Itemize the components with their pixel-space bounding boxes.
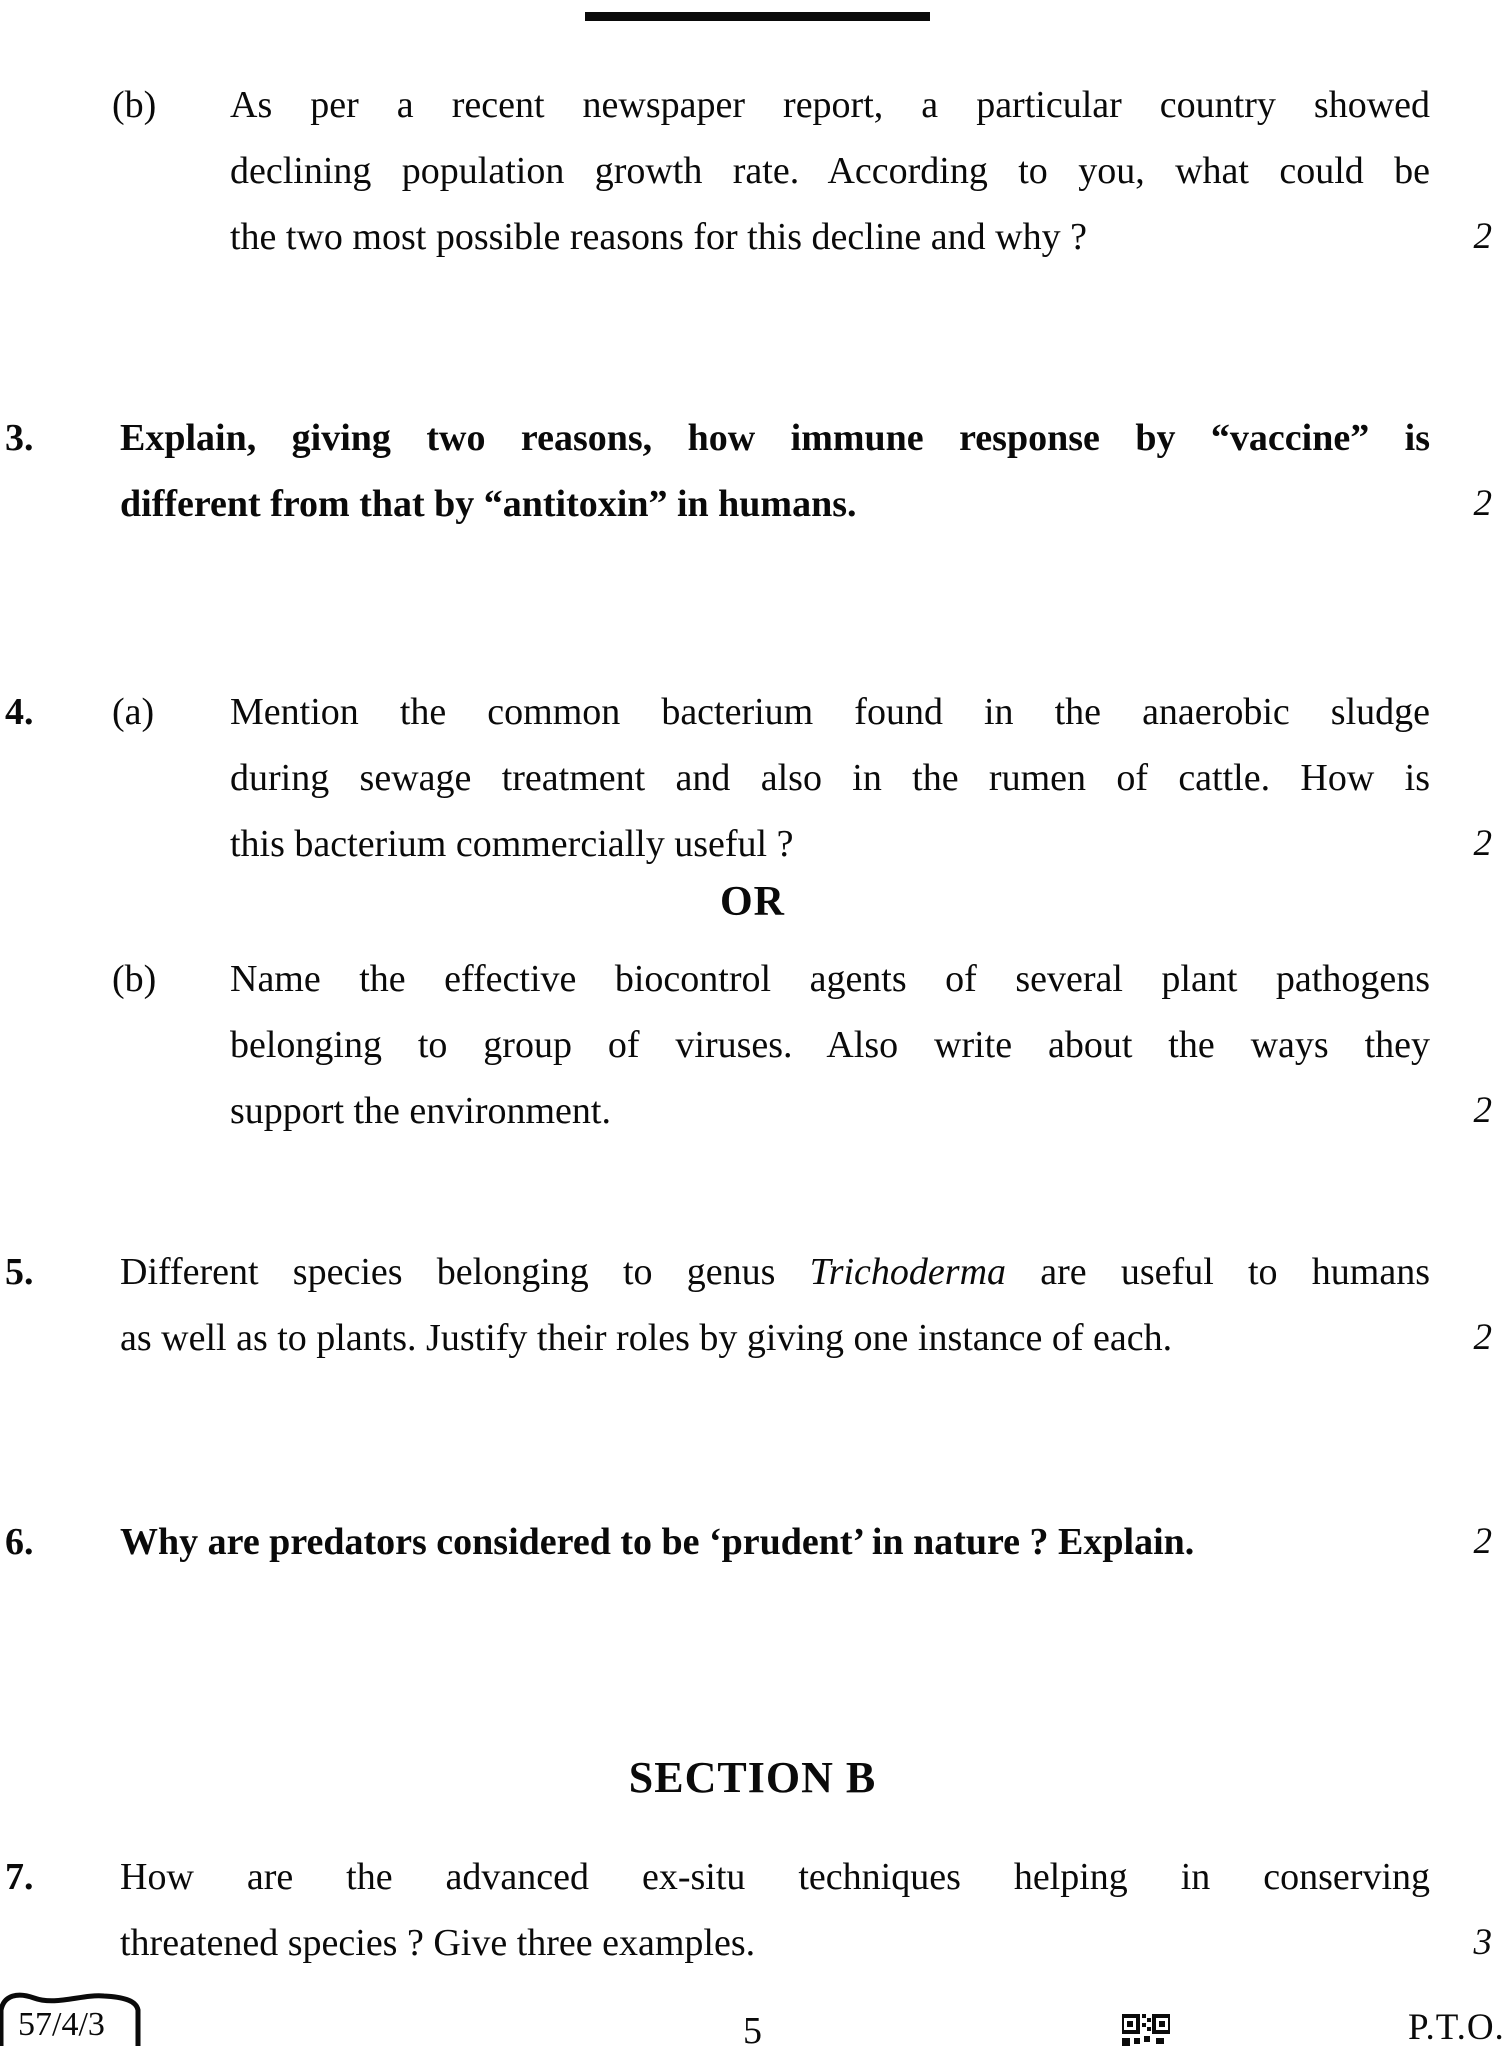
question-6-marks: 2 bbox=[1473, 1521, 1492, 1562]
question-3-line-1: Explain, giving two reasons, how immune response by “vaccine” is bbox=[120, 417, 1430, 459]
question-4-number: 4. bbox=[5, 691, 34, 733]
question-4b-label: (b) bbox=[112, 958, 157, 1000]
question-4a-line-2: during sewage treatment and also in the rumen of cattle. How is bbox=[230, 757, 1430, 799]
question-2b bbox=[0, 72, 1500, 270]
question-2b-marks: 2 bbox=[1473, 216, 1492, 257]
separator-bar bbox=[585, 12, 930, 21]
question-4b-line-1: Name the effective biocontrol agents of several plant pathogens bbox=[230, 958, 1430, 1000]
question-7-line-1: How are the advanced ex-situ techniques helping in conserving bbox=[120, 1856, 1430, 1898]
question-6-number: 6. bbox=[5, 1521, 34, 1563]
question-5-genus-italic: Trichoderma bbox=[809, 1251, 1007, 1293]
question-2b-label: (b) bbox=[112, 84, 157, 126]
question-7-number: 7. bbox=[5, 1856, 34, 1898]
question-7-line-2: threatened species ? Give three examples. bbox=[120, 1922, 756, 1964]
question-4a-line-1: Mention the common bacterium found in the anaerobic sludge bbox=[230, 691, 1430, 733]
question-5-number: 5. bbox=[5, 1251, 34, 1293]
question-5-marks: 2 bbox=[1473, 1317, 1492, 1358]
question-4a-marks: 2 bbox=[1473, 823, 1492, 864]
question-3-marks: 2 bbox=[1473, 483, 1492, 524]
or-divider: OR bbox=[720, 879, 785, 925]
page-number: 5 bbox=[743, 2010, 762, 2052]
question-5 bbox=[0, 1239, 1500, 1371]
question-2b-line-1: As per a recent newspaper report, a particular country showed bbox=[230, 84, 1430, 126]
question-2b-line-3: the two most possible reasons for this decline and why ? bbox=[230, 216, 1087, 258]
question-5-line-1 bbox=[120, 1239, 1430, 1305]
question-7-marks: 3 bbox=[1473, 1922, 1492, 1963]
question-4a bbox=[0, 679, 1500, 877]
question-4a-line-3: this bacterium commercially useful ? bbox=[230, 823, 794, 865]
paper-code: 57/4/3 bbox=[18, 2006, 105, 2043]
pto-label: P.T.O. bbox=[1408, 2007, 1505, 2048]
question-4b-line-3: support the environment. bbox=[230, 1090, 611, 1132]
qr-code-icon bbox=[1122, 2014, 1170, 2054]
question-5-line-1-pre: Different species belonging to genus bbox=[120, 1251, 810, 1293]
question-5-line-1-post: are useful to humans bbox=[1006, 1251, 1430, 1293]
section-b-heading: SECTION B bbox=[628, 1753, 877, 1802]
question-4b bbox=[0, 946, 1500, 1144]
question-5-line-2: as well as to plants. Justify their roles by giving one instance of each. bbox=[120, 1317, 1173, 1359]
question-3-number: 3. bbox=[5, 417, 34, 459]
question-4b-line-2: belonging to group of viruses. Also write about the ways they bbox=[230, 1024, 1430, 1066]
question-6 bbox=[0, 1509, 1500, 1575]
question-3-line-2: different from that by “antitoxin” in humans. bbox=[120, 483, 857, 525]
question-2b-line-2: declining population growth rate. According to you, what could be bbox=[230, 150, 1430, 192]
question-4a-label: (a) bbox=[112, 691, 155, 733]
question-7 bbox=[0, 1844, 1500, 1976]
question-4b-marks: 2 bbox=[1473, 1090, 1492, 1131]
question-3 bbox=[0, 405, 1500, 537]
question-6-line-1: Why are predators considered to be ‘prudent’ in nature ? Explain. bbox=[120, 1521, 1195, 1563]
